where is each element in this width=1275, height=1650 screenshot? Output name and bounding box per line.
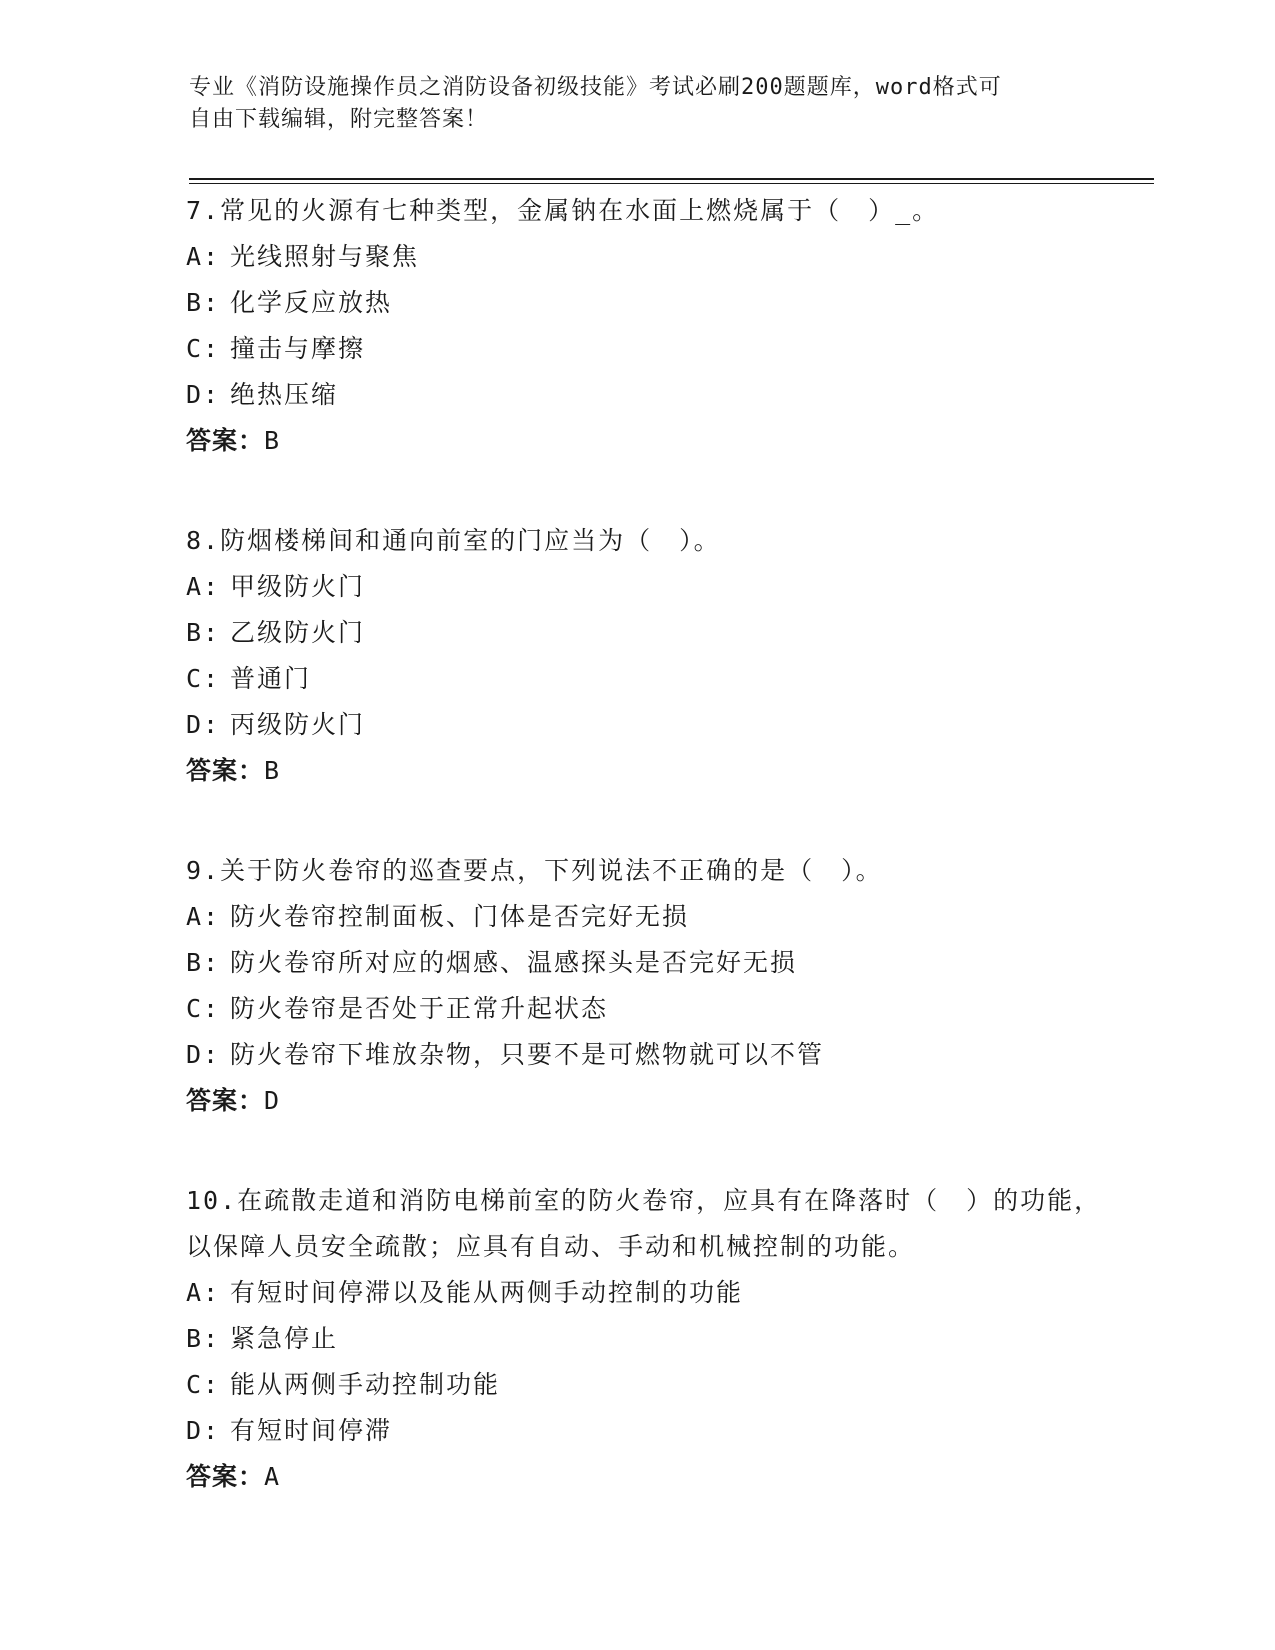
option-c — [186, 986, 1116, 1032]
option-b — [186, 940, 1116, 986]
option-text: 防火卷帘控制面板、门体是否完好无损 — [230, 902, 690, 931]
option-letter: A: — [186, 572, 221, 601]
option-letter: C: — [186, 994, 221, 1023]
option-text: 防火卷帘下堆放杂物，只要不是可燃物就可以不管 — [230, 1040, 825, 1069]
question-8 — [186, 518, 1116, 794]
option-text: 防火卷帘是否处于正常升起状态 — [230, 994, 609, 1023]
question-list — [186, 188, 1116, 1554]
answer-value: A — [264, 1462, 281, 1491]
answer-line — [186, 418, 1116, 464]
option-text: 甲级防火门 — [230, 572, 366, 601]
option-text: 丙级防火门 — [230, 710, 366, 739]
option-letter: C: — [186, 1370, 221, 1399]
option-c — [186, 656, 1116, 702]
option-letter: B: — [186, 288, 221, 317]
option-text: 能从两侧手动控制功能 — [230, 1370, 501, 1399]
option-d — [186, 372, 1116, 418]
question-stem: 10.在疏散走道和消防电梯前室的防火卷帘，应具有在降落时（ ）的功能，以保障人员安全疏散；应具有自动、手动和机械控制的功能。 — [186, 1186, 1102, 1261]
answer-line — [186, 1078, 1116, 1124]
header-line-2: 自由下载编辑，附完整答案！ — [189, 107, 489, 132]
answer-line — [186, 748, 1116, 794]
question-7 — [186, 188, 1116, 464]
option-letter: A: — [186, 242, 221, 271]
option-letter: C: — [186, 664, 221, 693]
answer-value: D — [264, 1086, 281, 1115]
answer-label: 答案： — [186, 756, 265, 785]
option-letter: B: — [186, 618, 221, 647]
header-line-1: 专业《消防设施操作员之消防设备初级技能》考试必刷200题题库，word格式可 — [189, 75, 1002, 100]
option-letter: C: — [186, 334, 221, 363]
option-letter: B: — [186, 948, 221, 977]
question-stem: 9.关于防火卷帘的巡查要点，下列说法不正确的是（ ）。 — [186, 856, 883, 885]
question-10 — [186, 1178, 1116, 1500]
option-letter: D: — [186, 1416, 221, 1445]
option-a — [186, 1270, 1116, 1316]
option-a — [186, 564, 1116, 610]
option-a — [186, 894, 1116, 940]
option-b — [186, 280, 1116, 326]
answer-value: B — [264, 756, 281, 785]
option-text: 有短时间停滞以及能从两侧手动控制的功能 — [230, 1278, 744, 1307]
document-header — [189, 72, 1089, 136]
option-text: 化学反应放热 — [230, 288, 393, 317]
option-letter: B: — [186, 1324, 221, 1353]
option-b — [186, 610, 1116, 656]
question-stem: 8.防烟楼梯间和通向前室的门应当为（ ）。 — [186, 526, 721, 555]
option-d — [186, 1408, 1116, 1454]
header-rule-thick — [189, 178, 1154, 180]
answer-label: 答案： — [186, 1462, 265, 1491]
option-letter: D: — [186, 710, 221, 739]
option-letter: D: — [186, 380, 221, 409]
option-text: 光线照射与聚焦 — [230, 242, 420, 271]
option-c — [186, 326, 1116, 372]
option-text: 撞击与摩擦 — [230, 334, 366, 363]
answer-label: 答案： — [186, 426, 265, 455]
answer-line — [186, 1454, 1116, 1500]
option-c — [186, 1362, 1116, 1408]
option-d — [186, 702, 1116, 748]
option-text: 绝热压缩 — [230, 380, 339, 409]
answer-value: B — [264, 426, 281, 455]
option-text: 乙级防火门 — [230, 618, 366, 647]
option-text: 有短时间停滞 — [230, 1416, 393, 1445]
question-stem: 7.常见的火源有七种类型，金属钠在水面上燃烧属于（ ）_。 — [186, 196, 940, 225]
option-letter: A: — [186, 902, 221, 931]
header-rule-thin — [189, 183, 1154, 184]
option-a — [186, 234, 1116, 280]
option-d — [186, 1032, 1116, 1078]
option-letter: D: — [186, 1040, 221, 1069]
option-text: 紧急停止 — [230, 1324, 339, 1353]
option-text: 普通门 — [230, 664, 312, 693]
option-letter: A: — [186, 1278, 221, 1307]
answer-label: 答案： — [186, 1086, 265, 1115]
option-text: 防火卷帘所对应的烟感、温感探头是否完好无损 — [230, 948, 798, 977]
question-9 — [186, 848, 1116, 1124]
option-b — [186, 1316, 1116, 1362]
